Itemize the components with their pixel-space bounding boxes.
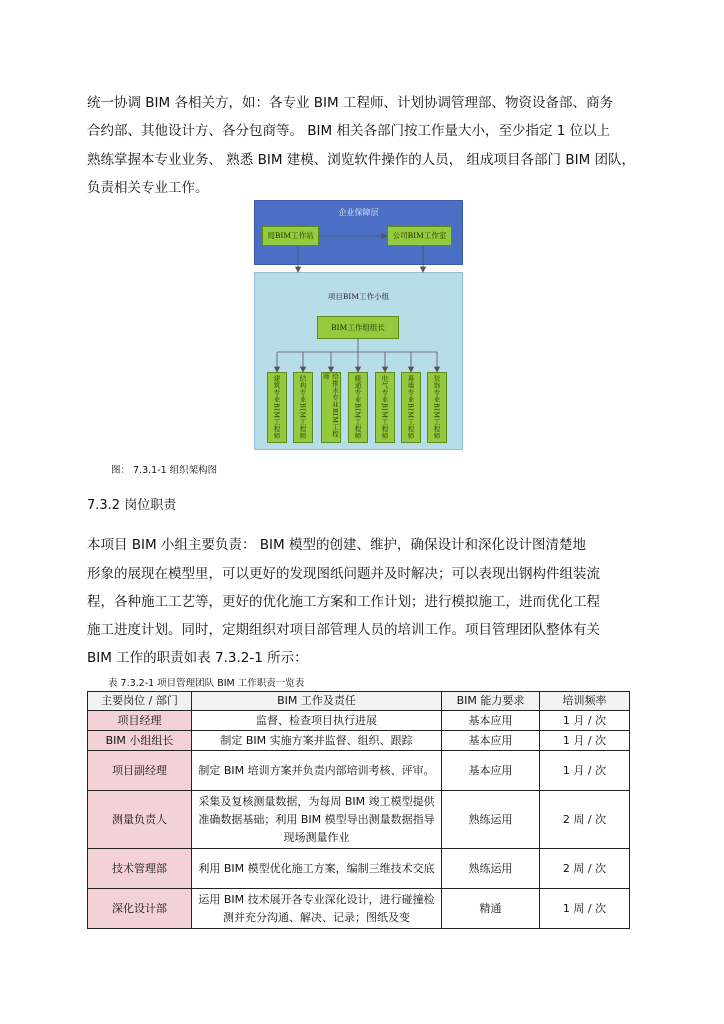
ability-cell: 精通 — [442, 889, 540, 929]
section-title: 7.3.2 岗位职责 — [87, 498, 177, 513]
duty-cell: 制定 BIM 实施方案并监督、组织、跟踪 — [192, 731, 442, 751]
table-row — [88, 791, 630, 849]
duty-cell: 运用 BIM 技术展开各专业深化设计，进行碰撞检测并充分沟通、解决、记录；图纸及变 — [192, 889, 442, 929]
frequency-cell: 1 月 / 次 — [540, 751, 630, 791]
intro-line-4: 负责相关专业工作。 — [87, 180, 209, 196]
header-frequency: 培训频率 — [540, 692, 630, 711]
engineer-structure: 结构专业BIM工程师 — [293, 372, 313, 443]
engineer-architecture: 建筑专业BIM工程师 — [267, 372, 287, 443]
ability-cell: 熟练运用 — [442, 849, 540, 889]
intro-line-3: 熟练掌握本专业业务、 熟悉 BIM 建模、浏览软件操作的人员， 组成项目各部门 BIM 团队， — [87, 152, 636, 168]
project-group-label: 项目BIM工作小组 — [327, 292, 390, 301]
frequency-cell: 2 周 / 次 — [540, 791, 630, 849]
table-row — [88, 849, 630, 889]
table-caption: 表 7.3.2-1 项目管理团队 BIM 工作职责一览表 — [108, 678, 305, 689]
engineer-plumbing: 给排水专业BIM工程师 — [321, 372, 341, 443]
intro-line-2: 合约部、其他设计方、各分包商等。 BIM 相关各部门按工作量大小，至少指定 1 位以上 — [87, 123, 611, 139]
engineer-hvac: 暖通专业BIM工程师 — [348, 372, 368, 443]
section-line-3: 程，各种施工工艺等，更好的优化施工方案和工作计划；进行模拟施工，进而优化工程 — [87, 594, 600, 610]
frequency-cell: 1 月 / 次 — [540, 731, 630, 751]
section-line-2: 形象的展现在模型里，可以更好的发现图纸问题并及时解决；可以表现出钢构件组装流 — [87, 566, 600, 582]
ability-cell: 熟练运用 — [442, 791, 540, 849]
table-row — [88, 731, 630, 751]
table-row — [88, 711, 630, 731]
duty-cell: 利用 BIM 模型优化施工方案，编制三维技术交底 — [192, 849, 442, 889]
role-cell: 测量负责人 — [88, 791, 192, 849]
ability-cell: 基本应用 — [442, 711, 540, 731]
frequency-cell: 1 月 / 次 — [540, 711, 630, 731]
header-ability: BIM 能力要求 — [442, 692, 540, 711]
frequency-cell: 2 周 / 次 — [540, 849, 630, 889]
company-bim-office: 公司BIM工作室 — [387, 226, 452, 246]
intro-line-1: 统一协调 BIM 各相关方，如：各专业 BIM 工程师、计划协调管理部、物资设备部、商务 — [87, 95, 613, 111]
engineer-curtain-wall: 幕墙专业BIM工程师 — [401, 372, 421, 443]
engineer-electrical: 电气专业BIM工程师 — [375, 372, 395, 443]
engineer-decoration: 装饰专业BIM工程师 — [427, 372, 447, 443]
role-cell: 项目经理 — [88, 711, 192, 731]
section-line-4: 施工进度计划。同时，定期组织对项目部管理人员的培训工作。项目管理团队整体有关 — [87, 622, 600, 638]
role-cell: 技术管理部 — [88, 849, 192, 889]
section-line-5: BIM 工作的职责如表 7.3.2-1 所示： — [87, 650, 308, 666]
ability-cell: 基本应用 — [442, 751, 540, 791]
header-duty: BIM 工作及责任 — [192, 692, 442, 711]
duty-cell: 监督、检查项目执行进展 — [192, 711, 442, 731]
duty-cell: 制定 BIM 培训方案并负责内部培训考核、评审。 — [192, 751, 442, 791]
ability-cell: 基本应用 — [442, 731, 540, 751]
enterprise-label: 企业保障层 — [338, 208, 379, 217]
table-row — [88, 889, 630, 929]
org-chart — [254, 200, 463, 450]
figure-caption: 图： 7.3.1-1 组织架构图 — [111, 465, 218, 476]
bim-group-leader: BIM工作组组长 — [317, 316, 399, 339]
frequency-cell: 1 周 / 次 — [540, 889, 630, 929]
duty-cell: 采集及复核测量数据，为每周 BIM 竣工模型提供准确数据基础；利用 BIM 模型导出测量数据指导现场测量作业 — [192, 791, 442, 849]
header-role: 主要岗位 / 部门 — [88, 692, 192, 711]
table-header-row — [88, 692, 630, 711]
table-row — [88, 751, 630, 791]
duty-table — [87, 691, 630, 929]
bureau-bim-station: 局BIM工作站 — [262, 226, 319, 246]
role-cell: 项目副经理 — [88, 751, 192, 791]
role-cell: 深化设计部 — [88, 889, 192, 929]
role-cell: BIM 小组组长 — [88, 731, 192, 751]
section-line-1: 本项目 BIM 小组主要负责： BIM 模型的创建、维护，确保设计和深化设计图清楚地 — [87, 537, 586, 553]
